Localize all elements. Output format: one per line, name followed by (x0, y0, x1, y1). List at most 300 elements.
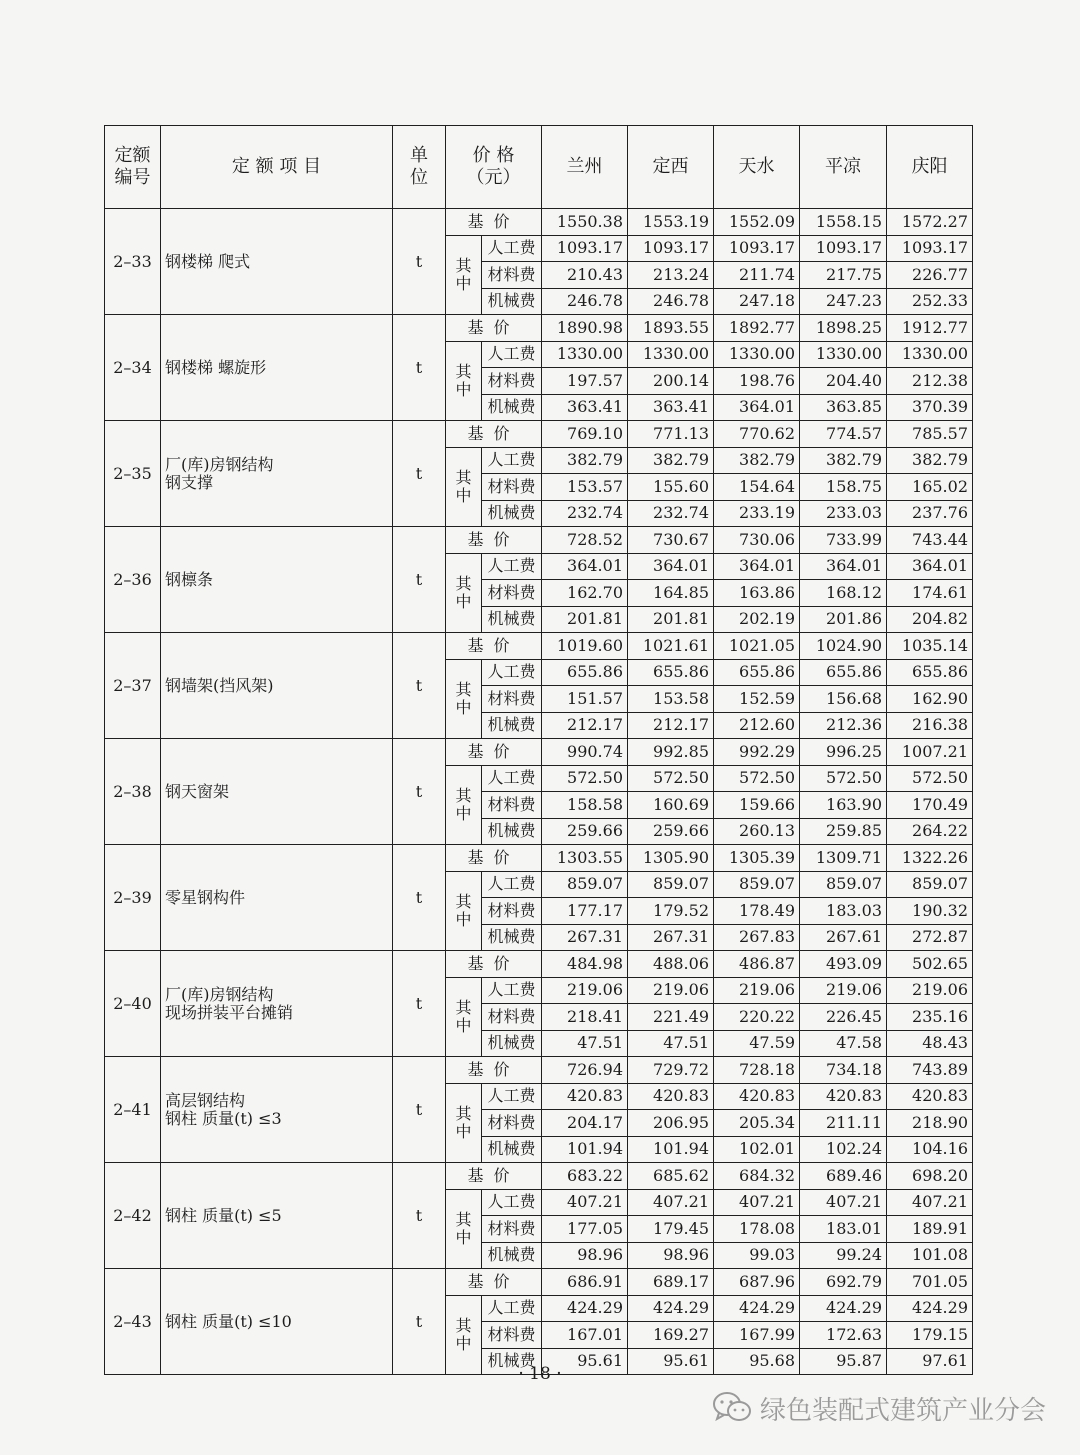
quota-unit: t (393, 951, 446, 1057)
material-value: 170.49 (887, 792, 973, 819)
machine-value: 48.43 (887, 1030, 973, 1057)
quota-code: 2–38 (105, 739, 161, 845)
table-row (105, 421, 973, 448)
material-value: 221.49 (628, 1004, 714, 1031)
qizhong-zhong: 中 (455, 591, 472, 611)
material-value: 159.66 (714, 792, 800, 819)
base-value: 771.13 (628, 421, 714, 448)
labor-value: 1330.00 (800, 341, 887, 368)
watermark (712, 1390, 1046, 1426)
qizhong-label (446, 447, 482, 527)
machine-value: 212.17 (542, 712, 628, 739)
qizhong-zhong: 中 (455, 1333, 472, 1353)
machine-value: 101.94 (628, 1136, 714, 1163)
base-price-label: 基价 (446, 1163, 542, 1190)
base-value: 488.06 (628, 951, 714, 978)
header-city: 天水 (714, 126, 800, 209)
labor-value: 420.83 (887, 1083, 973, 1110)
labor-value: 382.79 (800, 447, 887, 474)
base-price-label: 基价 (446, 421, 542, 448)
material-label: 材料费 (482, 1216, 542, 1243)
machine-value: 47.51 (628, 1030, 714, 1057)
machine-value: 201.86 (800, 606, 887, 633)
base-value: 730.06 (714, 527, 800, 554)
qizhong-label (446, 977, 482, 1057)
qizhong-qi: 其 (455, 1209, 472, 1229)
base-value: 1019.60 (542, 633, 628, 660)
base-value: 1552.09 (714, 209, 800, 236)
material-value: 218.41 (542, 1004, 628, 1031)
quota-code: 2–42 (105, 1163, 161, 1269)
quota-item-name-text: 高层钢结构 钢柱 质量(t) ≤3 (165, 1090, 282, 1128)
machine-label: 机械费 (482, 500, 542, 527)
labor-value: 859.07 (714, 871, 800, 898)
base-value: 729.72 (628, 1057, 714, 1084)
material-value: 155.60 (628, 474, 714, 501)
material-value: 235.16 (887, 1004, 973, 1031)
base-value: 1893.55 (628, 315, 714, 342)
machine-value: 97.61 (887, 1348, 973, 1375)
table-row (105, 951, 973, 978)
machine-value: 201.81 (628, 606, 714, 633)
base-value: 992.85 (628, 739, 714, 766)
qizhong-qi: 其 (455, 1315, 472, 1335)
qizhong-qi: 其 (455, 891, 472, 911)
quota-code: 2–36 (105, 527, 161, 633)
quota-item-name-text: 厂(库)房钢结构 钢支撑 (165, 454, 274, 492)
quota-code: 2–33 (105, 209, 161, 315)
machine-label: 机械费 (482, 818, 542, 845)
machine-value: 363.85 (800, 394, 887, 421)
material-value: 204.40 (800, 368, 887, 395)
material-label: 材料费 (482, 898, 542, 925)
machine-value: 47.58 (800, 1030, 887, 1057)
material-label: 材料费 (482, 474, 542, 501)
labor-value: 572.50 (542, 765, 628, 792)
quota-unit: t (393, 315, 446, 421)
machine-value: 232.74 (542, 500, 628, 527)
quota-unit: t (393, 739, 446, 845)
machine-label: 机械费 (482, 394, 542, 421)
labor-value: 420.83 (628, 1083, 714, 1110)
quota-unit: t (393, 1163, 446, 1269)
qizhong-qi: 其 (455, 255, 472, 275)
base-price-label: 基价 (446, 315, 542, 342)
labor-value: 1330.00 (714, 341, 800, 368)
wechat-icon (712, 1391, 752, 1425)
table-row (105, 315, 973, 342)
machine-value: 102.01 (714, 1136, 800, 1163)
machine-value: 95.87 (800, 1348, 887, 1375)
machine-label: 机械费 (482, 606, 542, 633)
labor-value: 655.86 (800, 659, 887, 686)
material-value: 212.38 (887, 368, 973, 395)
base-value: 1007.21 (887, 739, 973, 766)
qizhong-label (446, 553, 482, 633)
base-value: 701.05 (887, 1269, 973, 1296)
base-value: 689.46 (800, 1163, 887, 1190)
labor-value: 219.06 (800, 977, 887, 1004)
qizhong-label (446, 1295, 482, 1375)
table-row (105, 527, 973, 554)
machine-value: 47.59 (714, 1030, 800, 1057)
quota-item-name-text: 钢柱 质量(t) ≤10 (165, 1311, 292, 1331)
labor-value: 424.29 (887, 1295, 973, 1322)
material-value: 169.27 (628, 1322, 714, 1349)
material-value: 177.17 (542, 898, 628, 925)
labor-value: 655.86 (714, 659, 800, 686)
labor-value: 655.86 (542, 659, 628, 686)
base-value: 1898.25 (800, 315, 887, 342)
base-value: 1305.39 (714, 845, 800, 872)
labor-label: 人工费 (482, 235, 542, 262)
material-value: 200.14 (628, 368, 714, 395)
base-price-label: 基价 (446, 1057, 542, 1084)
quota-item-name (161, 845, 393, 951)
machine-value: 237.76 (887, 500, 973, 527)
base-value: 1021.05 (714, 633, 800, 660)
base-value: 770.62 (714, 421, 800, 448)
table-row (105, 1163, 973, 1190)
material-value: 163.86 (714, 580, 800, 607)
machine-value: 233.19 (714, 500, 800, 527)
material-value: 197.57 (542, 368, 628, 395)
labor-value: 859.07 (800, 871, 887, 898)
machine-value: 233.03 (800, 500, 887, 527)
material-value: 178.49 (714, 898, 800, 925)
quota-item-name (161, 951, 393, 1057)
labor-value: 219.06 (542, 977, 628, 1004)
quota-item-name-text: 钢楼梯 爬式 (165, 251, 251, 271)
quota-unit: t (393, 1057, 446, 1163)
header-unit: 单 位 (393, 126, 446, 209)
labor-value: 364.01 (628, 553, 714, 580)
base-value: 684.32 (714, 1163, 800, 1190)
machine-value: 99.03 (714, 1242, 800, 1269)
base-value: 486.87 (714, 951, 800, 978)
machine-value: 247.23 (800, 288, 887, 315)
machine-label: 机械费 (482, 1348, 542, 1375)
base-price-label: 基价 (446, 951, 542, 978)
quota-item-name (161, 527, 393, 633)
qizhong-zhong: 中 (455, 273, 472, 293)
machine-label: 机械费 (482, 924, 542, 951)
base-value: 1890.98 (542, 315, 628, 342)
material-label: 材料费 (482, 1004, 542, 1031)
material-value: 179.45 (628, 1216, 714, 1243)
material-value: 179.15 (887, 1322, 973, 1349)
material-value: 158.58 (542, 792, 628, 819)
labor-value: 364.01 (800, 553, 887, 580)
machine-value: 204.82 (887, 606, 973, 633)
labor-label: 人工费 (482, 659, 542, 686)
labor-value: 1330.00 (887, 341, 973, 368)
base-value: 1572.27 (887, 209, 973, 236)
header-city: 平凉 (800, 126, 887, 209)
quota-item-name-text: 钢楼梯 螺旋形 (165, 357, 267, 377)
base-value: 734.18 (800, 1057, 887, 1084)
qizhong-label (446, 765, 482, 845)
material-value: 153.58 (628, 686, 714, 713)
labor-label: 人工费 (482, 447, 542, 474)
base-value: 1305.90 (628, 845, 714, 872)
labor-value: 420.83 (714, 1083, 800, 1110)
base-value: 769.10 (542, 421, 628, 448)
labor-value: 407.21 (800, 1189, 887, 1216)
material-label: 材料费 (482, 262, 542, 289)
labor-value: 219.06 (887, 977, 973, 1004)
material-value: 213.24 (628, 262, 714, 289)
quota-unit: t (393, 845, 446, 951)
labor-value: 572.50 (714, 765, 800, 792)
base-value: 502.65 (887, 951, 973, 978)
material-value: 172.63 (800, 1322, 887, 1349)
base-value: 484.98 (542, 951, 628, 978)
quota-code: 2–43 (105, 1269, 161, 1375)
quota-table (104, 125, 973, 1375)
quota-unit: t (393, 209, 446, 315)
quota-item-name (161, 739, 393, 845)
labor-value: 859.07 (542, 871, 628, 898)
material-value: 152.59 (714, 686, 800, 713)
labor-value: 424.29 (714, 1295, 800, 1322)
labor-value: 407.21 (887, 1189, 973, 1216)
base-value: 733.99 (800, 527, 887, 554)
machine-value: 212.36 (800, 712, 887, 739)
labor-label: 人工费 (482, 1295, 542, 1322)
qizhong-qi: 其 (455, 1103, 472, 1123)
quota-item-name (161, 315, 393, 421)
header-city: 庆阳 (887, 126, 973, 209)
table-row (105, 209, 973, 236)
qizhong-zhong: 中 (455, 803, 472, 823)
machine-label: 机械费 (482, 1136, 542, 1163)
labor-value: 364.01 (542, 553, 628, 580)
machine-value: 267.83 (714, 924, 800, 951)
labor-label: 人工费 (482, 553, 542, 580)
material-value: 154.64 (714, 474, 800, 501)
material-value: 151.57 (542, 686, 628, 713)
material-value: 177.05 (542, 1216, 628, 1243)
qizhong-qi: 其 (455, 467, 472, 487)
quota-item-name (161, 421, 393, 527)
labor-label: 人工费 (482, 871, 542, 898)
base-value: 996.25 (800, 739, 887, 766)
quota-unit: t (393, 421, 446, 527)
material-value: 162.70 (542, 580, 628, 607)
quota-code: 2–41 (105, 1057, 161, 1163)
base-value: 1309.71 (800, 845, 887, 872)
labor-value: 382.79 (714, 447, 800, 474)
labor-value: 572.50 (800, 765, 887, 792)
qizhong-label (446, 659, 482, 739)
labor-value: 572.50 (887, 765, 973, 792)
labor-value: 407.21 (714, 1189, 800, 1216)
material-value: 206.95 (628, 1110, 714, 1137)
machine-value: 259.85 (800, 818, 887, 845)
qizhong-zhong: 中 (455, 1121, 472, 1141)
quota-code: 2–34 (105, 315, 161, 421)
base-value: 743.89 (887, 1057, 973, 1084)
material-value: 163.90 (800, 792, 887, 819)
labor-value: 424.29 (800, 1295, 887, 1322)
material-value: 168.12 (800, 580, 887, 607)
labor-value: 382.79 (542, 447, 628, 474)
labor-value: 219.06 (628, 977, 714, 1004)
labor-label: 人工费 (482, 977, 542, 1004)
material-value: 226.45 (800, 1004, 887, 1031)
machine-value: 267.61 (800, 924, 887, 951)
quota-unit: t (393, 527, 446, 633)
qizhong-label (446, 1189, 482, 1269)
labor-value: 424.29 (542, 1295, 628, 1322)
base-value: 686.91 (542, 1269, 628, 1296)
machine-value: 202.19 (714, 606, 800, 633)
quota-item-name (161, 1269, 393, 1375)
labor-value: 1093.17 (887, 235, 973, 262)
qizhong-zhong: 中 (455, 379, 472, 399)
base-value: 1035.14 (887, 633, 973, 660)
base-value: 1553.19 (628, 209, 714, 236)
machine-value: 212.17 (628, 712, 714, 739)
base-value: 1558.15 (800, 209, 887, 236)
labor-value: 364.01 (887, 553, 973, 580)
material-value: 211.74 (714, 262, 800, 289)
quota-unit: t (393, 1269, 446, 1375)
qizhong-qi: 其 (455, 573, 472, 593)
base-price-label: 基价 (446, 845, 542, 872)
qizhong-qi: 其 (455, 785, 472, 805)
labor-label: 人工费 (482, 1083, 542, 1110)
material-value: 164.85 (628, 580, 714, 607)
machine-value: 102.24 (800, 1136, 887, 1163)
header-code: 定额 编号 (105, 126, 161, 209)
machine-value: 101.94 (542, 1136, 628, 1163)
qizhong-qi: 其 (455, 997, 472, 1017)
quota-item-name-text: 零星钢构件 (165, 887, 246, 907)
machine-value: 260.13 (714, 818, 800, 845)
material-value: 190.32 (887, 898, 973, 925)
labor-value: 364.01 (714, 553, 800, 580)
material-value: 198.76 (714, 368, 800, 395)
labor-value: 219.06 (714, 977, 800, 1004)
base-value: 687.96 (714, 1269, 800, 1296)
base-price-label: 基价 (446, 1269, 542, 1296)
machine-value: 264.22 (887, 818, 973, 845)
labor-value: 1330.00 (542, 341, 628, 368)
material-label: 材料费 (482, 792, 542, 819)
material-label: 材料费 (482, 1322, 542, 1349)
machine-value: 364.01 (714, 394, 800, 421)
material-value: 165.02 (887, 474, 973, 501)
labor-value: 407.21 (628, 1189, 714, 1216)
quota-item-name-text: 厂(库)房钢结构 现场拼装平台摊销 (165, 984, 294, 1022)
machine-value: 201.81 (542, 606, 628, 633)
qizhong-zhong: 中 (455, 1227, 472, 1247)
base-value: 1322.26 (887, 845, 973, 872)
qizhong-label (446, 871, 482, 951)
qizhong-zhong: 中 (455, 485, 472, 505)
base-price-label: 基价 (446, 633, 542, 660)
machine-label: 机械费 (482, 288, 542, 315)
table-row (105, 1269, 973, 1296)
labor-label: 人工费 (482, 1189, 542, 1216)
quota-item-name-text: 钢天窗架 (165, 781, 230, 801)
qizhong-qi: 其 (455, 361, 472, 381)
machine-value: 212.60 (714, 712, 800, 739)
base-value: 1892.77 (714, 315, 800, 342)
table-row (105, 633, 973, 660)
labor-value: 859.07 (628, 871, 714, 898)
qizhong-label (446, 341, 482, 421)
material-value: 160.69 (628, 792, 714, 819)
machine-value: 232.74 (628, 500, 714, 527)
material-label: 材料费 (482, 686, 542, 713)
material-value: 205.34 (714, 1110, 800, 1137)
material-value: 220.22 (714, 1004, 800, 1031)
base-value: 1303.55 (542, 845, 628, 872)
material-label: 材料费 (482, 368, 542, 395)
machine-value: 259.66 (628, 818, 714, 845)
quota-item-name (161, 1057, 393, 1163)
qizhong-qi: 其 (455, 679, 472, 699)
quota-code: 2–40 (105, 951, 161, 1057)
labor-value: 382.79 (887, 447, 973, 474)
machine-value: 370.39 (887, 394, 973, 421)
base-value: 698.20 (887, 1163, 973, 1190)
base-value: 743.44 (887, 527, 973, 554)
material-value: 204.17 (542, 1110, 628, 1137)
quota-code: 2–37 (105, 633, 161, 739)
qizhong-zhong: 中 (455, 909, 472, 929)
quota-code: 2–39 (105, 845, 161, 951)
machine-value: 259.66 (542, 818, 628, 845)
header-item: 定 额 项 目 (161, 126, 393, 209)
labor-value: 655.86 (887, 659, 973, 686)
header-city: 兰州 (542, 126, 628, 209)
labor-value: 420.83 (542, 1083, 628, 1110)
base-value: 730.67 (628, 527, 714, 554)
machine-value: 104.16 (887, 1136, 973, 1163)
material-value: 210.43 (542, 262, 628, 289)
labor-value: 1093.17 (542, 235, 628, 262)
material-value: 174.61 (887, 580, 973, 607)
machine-value: 272.87 (887, 924, 973, 951)
labor-value: 424.29 (628, 1295, 714, 1322)
qizhong-label (446, 235, 482, 315)
machine-value: 246.78 (542, 288, 628, 315)
quota-item-name-text: 钢柱 质量(t) ≤5 (165, 1205, 282, 1225)
machine-label: 机械费 (482, 1030, 542, 1057)
base-value: 683.22 (542, 1163, 628, 1190)
machine-value: 98.96 (542, 1242, 628, 1269)
header-city: 定西 (628, 126, 714, 209)
material-value: 162.90 (887, 686, 973, 713)
quota-code: 2–35 (105, 421, 161, 527)
labor-label: 人工费 (482, 765, 542, 792)
labor-value: 1093.17 (628, 235, 714, 262)
table-header-row (105, 126, 973, 209)
base-value: 728.18 (714, 1057, 800, 1084)
machine-value: 95.61 (628, 1348, 714, 1375)
machine-value: 95.68 (714, 1348, 800, 1375)
quota-item-name-text: 钢檩条 (165, 569, 214, 589)
machine-value: 99.24 (800, 1242, 887, 1269)
base-value: 493.09 (800, 951, 887, 978)
machine-label: 机械费 (482, 712, 542, 739)
watermark-text: 绿色装配式建筑产业分会 (759, 1395, 1046, 1426)
base-price-label: 基价 (446, 739, 542, 766)
